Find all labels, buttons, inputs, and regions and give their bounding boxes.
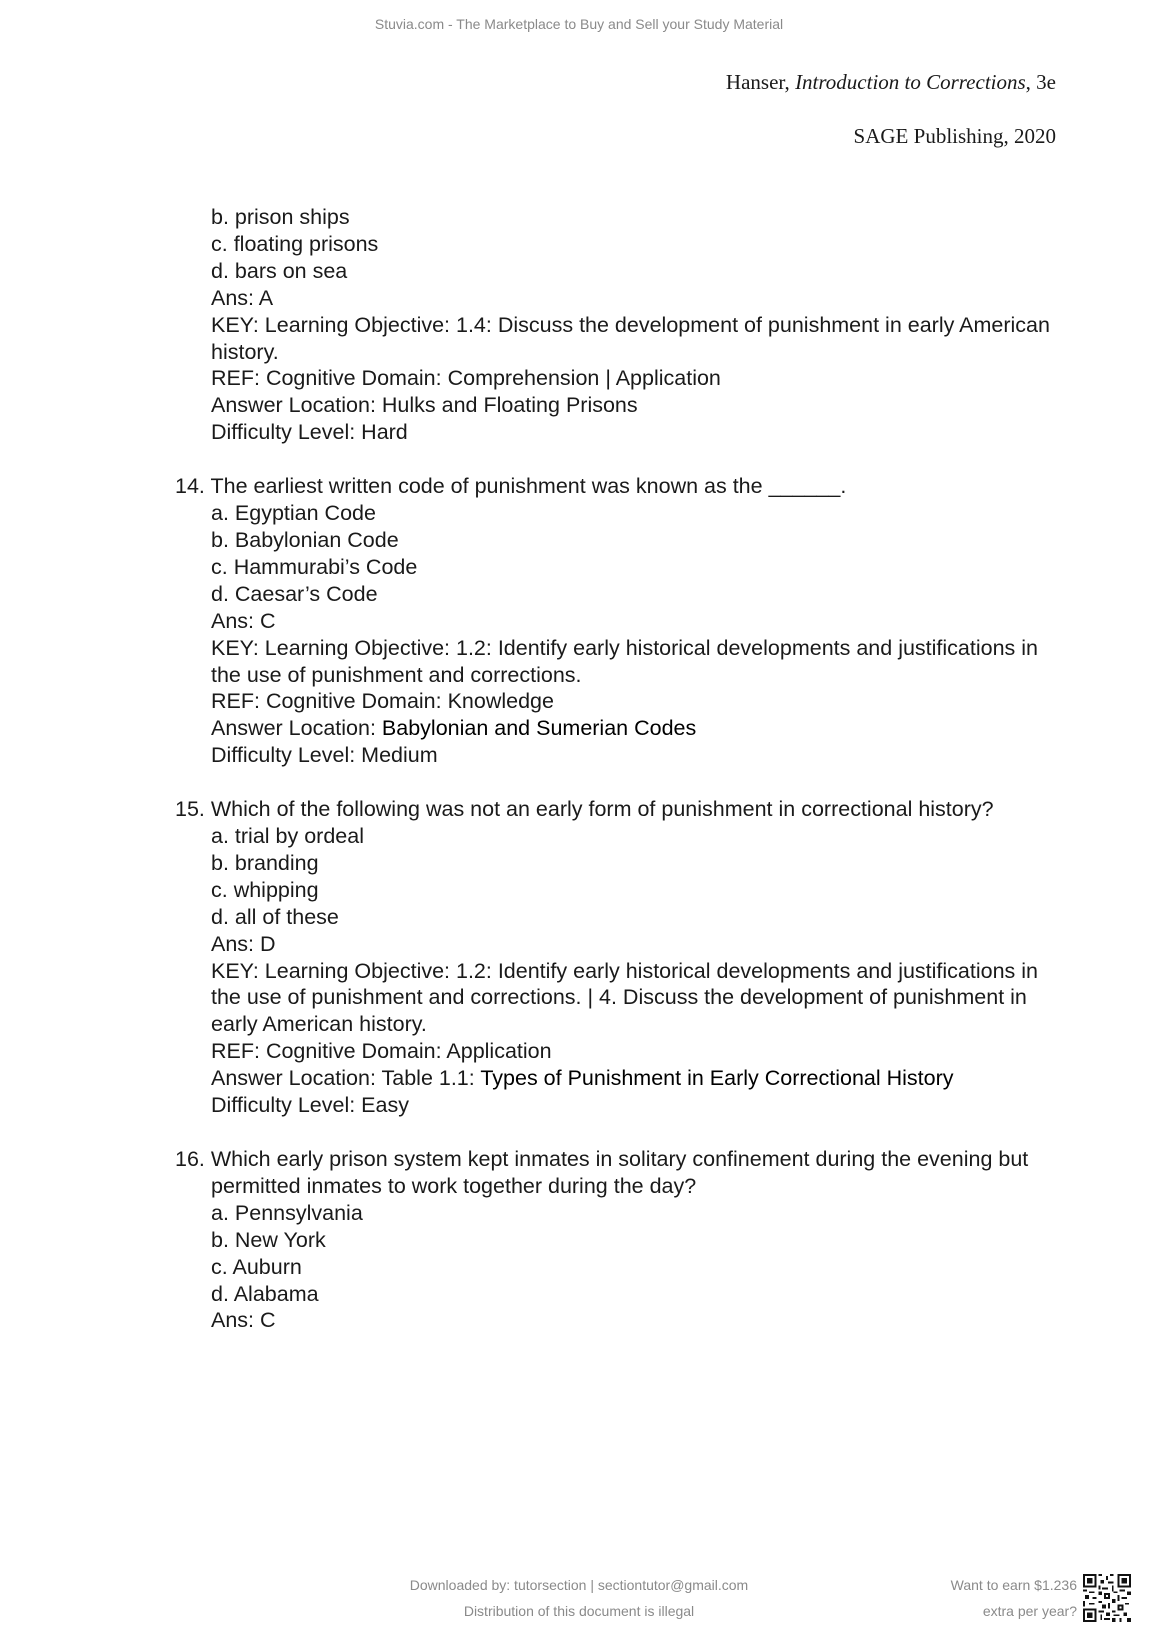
option: c. Hammurabi’s Code xyxy=(211,554,418,579)
option: d. Caesar’s Code xyxy=(211,581,378,606)
footer-earn-promo-link[interactable]: Want to earn $1.236 xyxy=(950,1577,1077,1593)
question-stem: 16. Which early prison system kept inmates in solitary confinement during the evening but permitted inmates to work together during the day? xyxy=(175,1147,1029,1198)
footer-distribution-notice: Distribution of this document is illegal xyxy=(463,1603,695,1619)
option: c. whipping xyxy=(211,877,319,902)
footer-earn-promo-link-2[interactable]: extra per year? xyxy=(982,1603,1077,1619)
option: b. New York xyxy=(211,1227,326,1252)
question-stem: 14. The earliest written code of punishment was known as the ______. xyxy=(175,474,847,499)
option: c. floating prisons xyxy=(211,231,379,256)
option: a. Pennsylvania xyxy=(211,1200,363,1225)
answer: Ans: C xyxy=(211,608,276,633)
learning-objective: KEY: Learning Objective: 1.2: Identify early historical developments and justifications in the use of punishment and corrections. | 4. Discuss the development of punishment in early American history. xyxy=(211,958,1039,1037)
answer-location-label: Answer Location: xyxy=(211,716,382,741)
option: d. Alabama xyxy=(211,1281,319,1306)
header-book-title: Introduction to Corrections xyxy=(795,70,1026,94)
answer-location-label: Answer Location: Table 1.1: xyxy=(211,1066,481,1091)
question-13-continued xyxy=(175,204,1055,446)
cognitive-domain: REF: Cognitive Domain: Knowledge xyxy=(211,689,554,714)
learning-objective: KEY: Learning Objective: 1.4: Discuss the development of punishment in early American history. xyxy=(211,312,1050,364)
answer: Ans: C xyxy=(211,1308,276,1333)
answer-location xyxy=(175,1065,1055,1092)
difficulty-level: Difficulty Level: Hard xyxy=(211,420,408,445)
answer-location-value: Types of Punishment in Early Correctional History xyxy=(480,1066,954,1091)
question-16 xyxy=(175,1146,1055,1334)
difficulty-level: Difficulty Level: Medium xyxy=(211,743,438,768)
question-15 xyxy=(175,796,1055,1119)
option: b. Babylonian Code xyxy=(211,527,399,552)
option: b. branding xyxy=(211,850,319,875)
stuvia-watermark: Stuvia.com - The Marketplace to Buy and Sell your Study Material xyxy=(374,16,784,32)
running-header-title xyxy=(726,70,1056,95)
answer: Ans: D xyxy=(211,931,276,956)
running-header-publisher: SAGE Publishing, 2020 xyxy=(853,124,1056,148)
option: c. Auburn xyxy=(211,1254,302,1279)
option: d. all of these xyxy=(211,904,339,929)
question-14 xyxy=(175,473,1055,769)
cognitive-domain: REF: Cognitive Domain: Comprehension | Application xyxy=(211,366,721,391)
answer: Ans: A xyxy=(211,285,274,310)
header-author: Hanser, xyxy=(725,70,796,94)
answer-location-label: Answer Location: xyxy=(211,393,382,418)
option: a. Egyptian Code xyxy=(211,501,376,526)
option: d. bars on sea xyxy=(211,258,348,283)
difficulty-level: Difficulty Level: Easy xyxy=(211,1093,409,1118)
qr-code-icon[interactable] xyxy=(1083,1574,1131,1622)
answer-location xyxy=(175,715,1055,742)
question-stem: 15. Which of the following was not an early form of punishment in correctional history? xyxy=(175,797,994,822)
footer-downloaded-by: Downloaded by: tutorsection | sectiontutor@gmail.com xyxy=(409,1577,749,1593)
answer-location-value: Hulks and Floating Prisons xyxy=(381,393,638,418)
answer-location-value: Babylonian and Sumerian Codes xyxy=(381,716,697,741)
option: a. trial by ordeal xyxy=(211,824,364,849)
cognitive-domain: REF: Cognitive Domain: Application xyxy=(211,1039,552,1064)
header-edition: , 3e xyxy=(1025,70,1056,94)
answer-location xyxy=(175,392,1055,419)
question-content xyxy=(175,204,1055,1334)
option: b. prison ships xyxy=(211,205,350,229)
learning-objective: KEY: Learning Objective: 1.2: Identify early historical developments and justifications in the use of punishment and corrections. xyxy=(211,635,1039,687)
